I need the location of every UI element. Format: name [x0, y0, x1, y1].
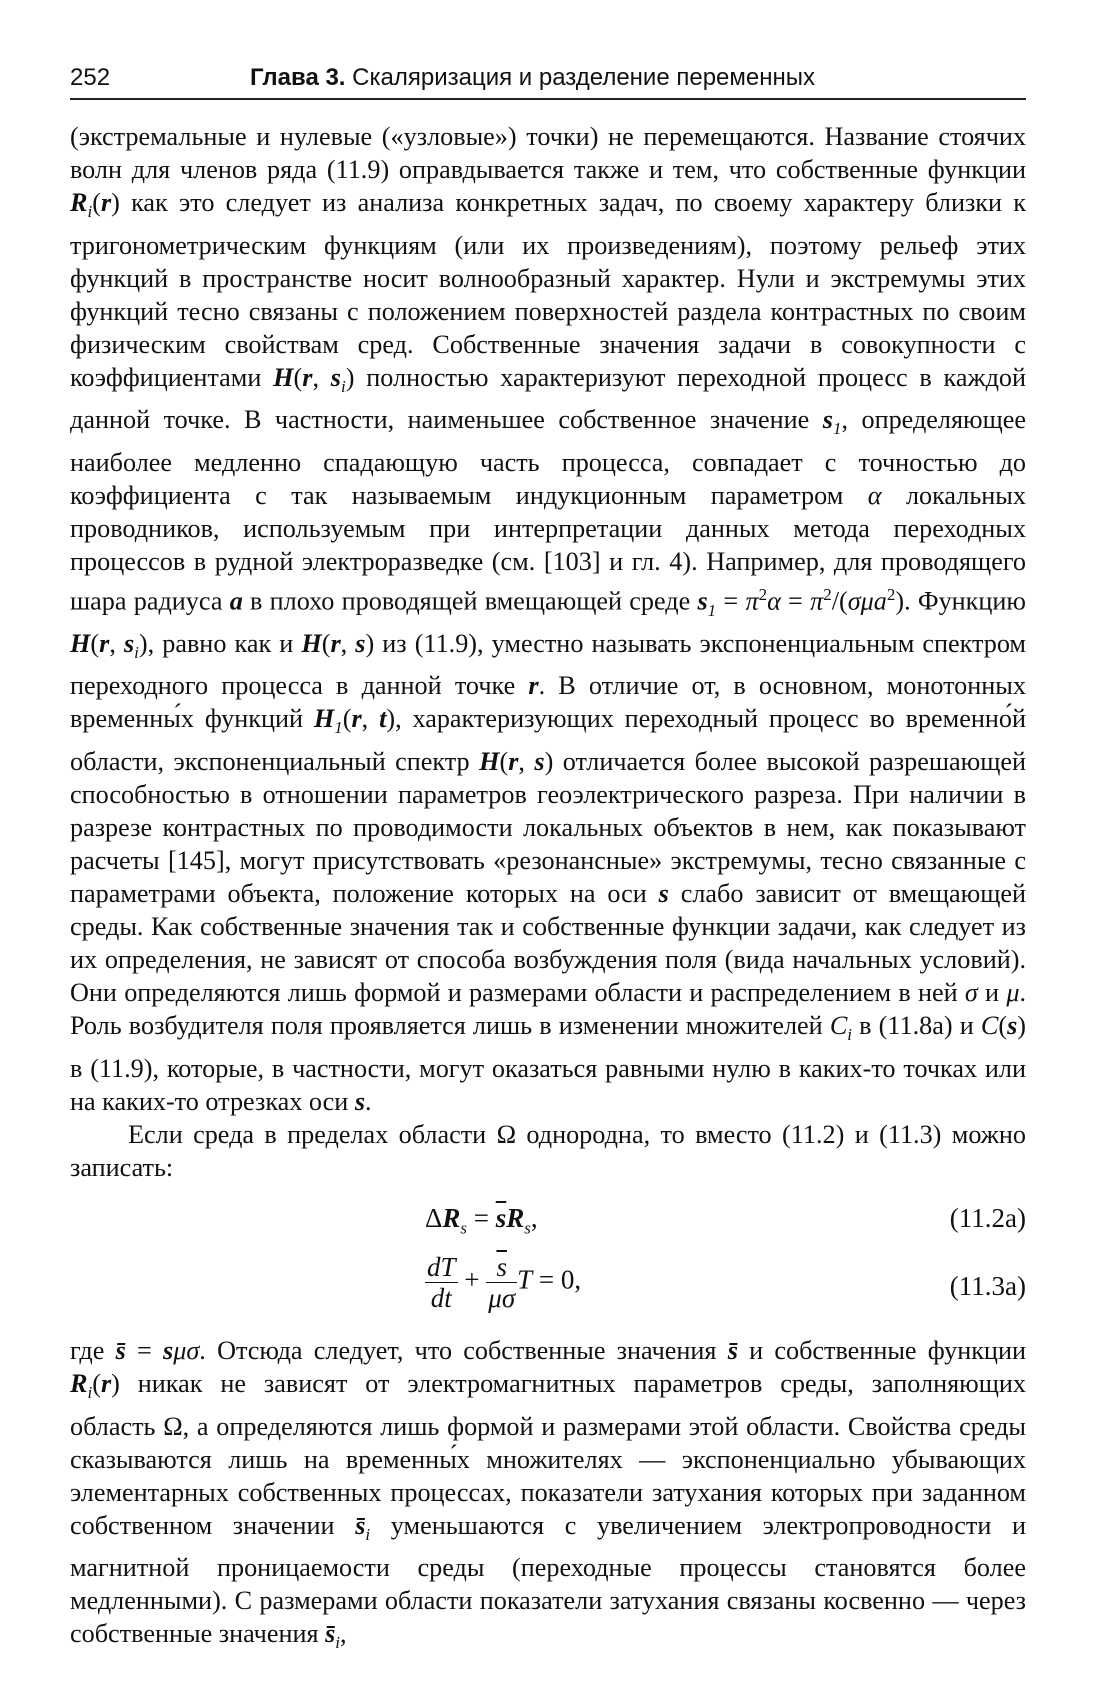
text-run: ): [138, 628, 148, 658]
text-run: . В отличие от, в основном, монотонных временны́х функций: [70, 671, 1026, 734]
math-symbol: π: [810, 586, 824, 616]
text-run: локальных проводников, используемым при интерпретации данных метода переходных процессов в рудной электроразведке (см. [103] и гл. 4). Например, для проводящего шара радиуса: [70, 480, 1026, 616]
math-symbol: s: [163, 1336, 174, 1366]
text-run: ,: [518, 746, 535, 776]
math-symbol: μ: [1006, 978, 1020, 1008]
math-symbol: H: [70, 628, 91, 658]
running-header: [70, 58, 1026, 100]
subscript: i: [335, 1633, 341, 1653]
text-run: . Роль возбудителя поля проявляется лишь в изменении множителей: [70, 978, 1027, 1041]
chapter-heading: [250, 58, 815, 98]
text-run: (: [342, 704, 352, 734]
math-symbol: C: [829, 1011, 848, 1041]
subscript: 1: [832, 419, 842, 439]
chapter-title: Скаляризация и разделение переменных: [352, 64, 815, 91]
math-symbol: s: [123, 628, 135, 658]
math-symbol: s: [330, 362, 341, 392]
book-page: [70, 58, 1026, 1660]
text-run: ): [111, 1369, 120, 1399]
math-symbol: r: [100, 1369, 112, 1399]
math-symbol: s̄: [355, 1510, 366, 1540]
text-run: =: [716, 586, 746, 616]
text-run: , равно как и: [147, 628, 302, 658]
text-run: .: [365, 1086, 372, 1116]
math-symbol: s: [534, 746, 545, 776]
math-symbol: α: [867, 480, 882, 510]
math-symbol: s: [355, 628, 366, 658]
text-run: ): [345, 362, 355, 392]
text-run: ,: [340, 628, 356, 658]
math-symbol: s: [658, 879, 669, 909]
math-symbol: H: [301, 628, 322, 658]
text-run: /(: [831, 586, 848, 616]
text-run: ): [544, 746, 554, 776]
text-run: в (11.9), которые, в частности, могут оказаться равными нулю в каких-то точках или на каких-то отрезках оси: [70, 1053, 1026, 1116]
text-run: в плохо проводящей вмещающей среде: [242, 586, 698, 616]
math-symbol: r: [508, 746, 519, 776]
math-symbol: 2: [886, 584, 896, 604]
math-symbol: R: [70, 188, 88, 218]
text-run: ): [365, 628, 375, 658]
text-run: . Функцию: [904, 586, 1026, 616]
equations-block: [70, 1190, 1026, 1330]
math-symbol: C: [980, 1011, 999, 1041]
math-symbol: s: [697, 586, 708, 616]
text-run: (экстремальные и нулевые («узловые») точки) не перемещаются. Название стоячих волн для членов ряда (11.9) оправдывается также и тем, что собственные функции: [70, 122, 1026, 185]
text-run: ,: [340, 1619, 347, 1649]
equation-laplacian: $\Delta R_s = \overline{s}R_s$,: [425, 1203, 538, 1238]
text-run: слабо зависит от вмещающей среды. Как собственные значения так и собственные функции задачи, как следует из их определения, не зависят от способа возбуждения поля (вида начальных условий). Они определяются лишь формой и размерами области и распределением в ней: [70, 879, 1026, 1008]
text-run: никак не зависят от электромагнитных параметров среды, заполняющих область Ω, а определяются лишь формой и размерами этой области. Свойства среды сказываются лишь на временны́х множителях — экспоненциально убывающих элементарных собственных процессах, показатели затухания которых при заданном собственном значении: [70, 1369, 1026, 1540]
page-body: [70, 120, 1026, 1660]
math-symbol: 2: [758, 584, 768, 604]
math-symbol: s̄: [727, 1336, 738, 1366]
math-symbol: r: [351, 704, 362, 734]
math-symbol: s̄: [325, 1619, 336, 1649]
math-symbol: s̄: [115, 1336, 126, 1366]
math-symbol: a: [229, 586, 243, 616]
text-run: Если среда в пределах области Ω однородна, то вместо (11.2) и (11.3) можно записать:: [70, 1120, 1026, 1183]
paragraph-3: [70, 1334, 1026, 1660]
math-symbol: s: [1007, 1011, 1018, 1041]
math-symbol: r: [100, 188, 112, 218]
text-run: , характеризующих переходный процесс во временно́й области, экспоненциальный спектр: [70, 704, 1026, 776]
text-run: (: [92, 188, 101, 218]
page-number: 252: [70, 64, 111, 91]
subscript: 1: [334, 718, 343, 738]
text-run: ): [111, 188, 120, 218]
math-symbol: s: [822, 405, 833, 435]
text-run: как это следует из анализа конкретных задач, по своему характеру близки к тригонометрическим функциям (или их произведениям), поэтому рельеф этих функций в пространстве носит волнообразный характер. Нули и экстремумы этих функций тесно связаны с положением поверхностей раздела контрастных по своим физическим свойствам сред. Собственные значения задачи в совокупности с коэффициентами: [70, 188, 1026, 392]
math-symbol: H: [273, 362, 294, 392]
math-symbol: σμa: [847, 586, 887, 616]
math-symbol: 2: [823, 584, 832, 604]
math-symbol: t: [379, 704, 387, 734]
text-run: из (11.9), уместно называть экспоненциальным спектром переходного процесса в данной точке: [70, 628, 1026, 701]
math-symbol: μσ: [173, 1336, 200, 1366]
text-run: (: [90, 628, 100, 658]
text-run: (: [321, 628, 331, 658]
subscript: 1: [707, 600, 717, 620]
text-run: =: [125, 1336, 164, 1366]
text-run: отличается более высокой разрешающей способностью в отношении параметров геоэлектрического разреза. При наличии в разрезе контрастных по проводимости локальных объектов в нем, как показывают расчеты [145], могут присутствовать «резонансные» экстремумы, тесно связанные с параметрами объекта, положение которых на оси: [70, 746, 1026, 909]
text-run: ): [895, 586, 905, 616]
subscript: i: [365, 1525, 371, 1545]
subscript: i: [340, 377, 346, 397]
math-symbol: H: [479, 746, 500, 776]
paragraph-1: [70, 120, 1026, 1118]
text-run: (: [92, 1369, 101, 1399]
text-run: (: [293, 362, 303, 392]
text-run: и собственные функции: [737, 1336, 1026, 1366]
text-run: ): [386, 704, 396, 734]
math-symbol: R: [70, 1369, 88, 1399]
text-run: уменьшаются с увеличением электропроводности и магнитной проницаемости среды (переходные процессы становятся более медленными). С размерами области показатели затухания связаны косвенно — через собственные значения: [70, 1510, 1026, 1649]
text-run: ,: [361, 704, 380, 734]
math-symbol: r: [528, 671, 539, 701]
subscript: i: [134, 643, 139, 663]
subscript: i: [87, 202, 93, 222]
text-run: , определяющее наиболее медленно спадающую часть процесса, совпадает с точностью до коэффициента с так называемым индукционным параметром: [70, 405, 1026, 510]
math-symbol: r: [330, 628, 341, 658]
text-run: (: [499, 746, 509, 776]
math-symbol: π: [745, 586, 759, 616]
equation-time-ode: $\frac{dT}{dt}$ + $\frac{\overline{s}}{\mu\sigma}$ T = 0,: [427, 1252, 582, 1314]
subscript: i: [847, 1025, 853, 1045]
math-symbol: α: [767, 586, 781, 616]
text-run: ,: [109, 628, 124, 658]
text-run: полностью характеризуют переходной процесс в каждой данной точке. В частности, наименьшее собственное значение: [70, 362, 1027, 435]
math-symbol: σ: [964, 978, 978, 1008]
math-symbol: H: [313, 704, 335, 734]
text-run: ): [1017, 1011, 1026, 1041]
text-run: =: [780, 586, 811, 616]
text-run: и: [977, 978, 1007, 1008]
math-symbol: r: [302, 362, 313, 392]
math-symbol: r: [99, 628, 110, 658]
math-symbol: s: [354, 1086, 366, 1116]
equation-number-11-2a: (11.2a): [949, 1203, 1026, 1234]
text-run: где: [70, 1336, 116, 1366]
paragraph-2: [70, 1118, 1026, 1184]
text-run: ,: [312, 362, 331, 392]
subscript: i: [87, 1383, 93, 1403]
text-run: (: [998, 1011, 1008, 1041]
equation-number-11-3a: (11.3a): [949, 1271, 1026, 1302]
text-run: в (11.8а) и: [852, 1011, 981, 1041]
chapter-label: Глава 3.: [250, 64, 346, 91]
text-run: . Отсюда следует, что собственные значения: [199, 1336, 728, 1366]
